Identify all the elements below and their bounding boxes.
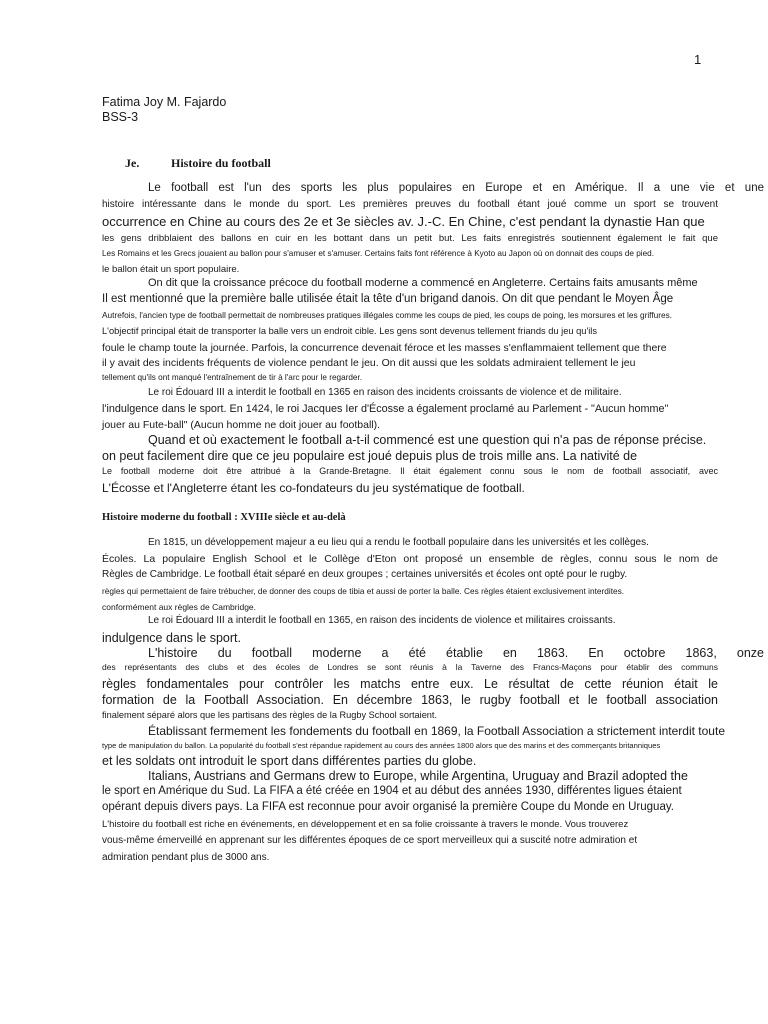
body-line: Le football moderne doit être attribué à la Grande-Bretagne. Il était également connu sous le nom de football associatif, avec bbox=[102, 466, 718, 476]
section-title: Histoire du football bbox=[171, 156, 271, 170]
body-line: Autrefois, l'ancien type de football permettait de nombreuses pratiques illégales comme les coups de pied, les coups de poing, les morsures et les griffures. bbox=[102, 310, 673, 320]
section-heading-1 bbox=[125, 156, 271, 171]
body-line: conformément aux règles de Cambridge. bbox=[102, 602, 257, 612]
body-line: L'histoire du football est riche en événements, en développement et en sa folie croissante à travers le monde. Vous trouverez bbox=[102, 819, 629, 830]
body-line: histoire intéressante dans le monde du sport. Les premières preuves du football étant joué comme un sport se trouvent bbox=[102, 199, 718, 210]
body-line: finalement séparé alors que les partisans des règles de la Rugby School sortaient. bbox=[102, 710, 438, 720]
body-line: et les soldats ont introduit le sport dans différentes parties du globe. bbox=[102, 754, 477, 768]
section-number: Je. bbox=[125, 156, 140, 170]
body-line: Italians, Austrians and Germans drew to Europe, while Argentina, Uruguay and Brazil adopted the bbox=[148, 769, 688, 783]
body-line: vous-même émerveillé en apprenant sur les différentes époques de ce sport merveilleux qui a suscité notre admiration et bbox=[102, 835, 638, 846]
body-line: indulgence dans le sport. bbox=[102, 631, 241, 645]
body-line: l'indulgence dans le sport. En 1424, le roi Jacques Ier d'Écosse a également proclamé au Parlement - "Aucun homme" bbox=[102, 403, 669, 415]
body-line: le ballon était un sport populaire. bbox=[102, 264, 240, 275]
body-line: Quand et où exactement le football a-t-il commencé est une question qui n'a pas de réponse précise. bbox=[148, 433, 707, 447]
body-line: En 1815, un développement majeur a eu lieu qui a rendu le football populaire dans les universités et les collèges. bbox=[148, 537, 649, 548]
body-line: règles qui permettaient de faire trébucher, de donner des coups de tibia et aussi de porter la balle. Ces règles étaient exclusivement interdites. bbox=[102, 586, 625, 596]
body-line: formation de la Football Association. En décembre 1863, le rugby football et le football association bbox=[102, 693, 718, 707]
body-line: opérant depuis divers pays. La FIFA est reconnue pour avoir organisé la première Coupe du Monde en Uruguay. bbox=[102, 801, 674, 813]
body-line: Le roi Édouard III a interdit le football en 1365, en raison des incidents de violence et militaires croissants. bbox=[148, 615, 616, 626]
author-class: BSS-3 bbox=[102, 110, 139, 124]
body-line: foule le champ toute la journée. Parfois, la concurrence devenait féroce et les masses s'enflammaient tellement que there bbox=[102, 342, 667, 354]
body-line: Le football est l'un des sports les plus populaires en Europe et en Amérique. Il a une vie et une bbox=[148, 182, 764, 194]
author-block bbox=[102, 95, 226, 125]
body-line: il y avait des incidents fréquents de violence pendant le jeu. On dit aussi que les soldats admiraient tellement le jeu bbox=[102, 357, 636, 369]
body-line: Il est mentionné que la première balle utilisée était la tête d'un brigand danois. On dit que pendant le Moyen Âge bbox=[102, 293, 674, 305]
body-line: occurrence en Chine au cours des 2e et 3e siècles av. J.-C. En Chine, c'est pendant la dynastie Han que bbox=[102, 214, 705, 229]
body-line: les gens dribblaient des ballons en cuir en les bottant dans un petit but. Les faits enregistrés soutiennent également le fait que bbox=[102, 233, 718, 244]
body-line: On dit que la croissance précoce du football moderne a commencé en Angleterre. Certains faits amusants même bbox=[148, 277, 698, 289]
body-line: Les Romains et les Grecs jouaient au ballon pour s'amuser et s'amuser. Certains faits font référence à Kyoto au Japon où on donnait des coups de pied. bbox=[102, 249, 655, 258]
body-line: Règles de Cambridge. Le football était séparé en deux groupes ; certaines universités et écoles ont opté pour le rugby. bbox=[102, 569, 628, 580]
body-line: Écoles. La populaire English School et le Collège d'Eton ont proposé un ensemble de règles, connu sous le nom de bbox=[102, 553, 718, 565]
page-number: 1 bbox=[694, 52, 702, 67]
body-line: des représentants des clubs et des écoles de Londres se sont réunis à la Taverne des Francs-Maçons pour établir des communs bbox=[102, 662, 718, 672]
body-line: L'Écosse et l'Angleterre étant les co-fondateurs du jeu systématique de football. bbox=[102, 481, 525, 495]
body-line: L'objectif principal était de transporter la balle vers un endroit cible. Les gens sont devenus tellement friands du jeu qu'ils bbox=[102, 326, 598, 336]
body-line: L'histoire du football moderne a été établie en 1863. En octobre 1863, onze bbox=[148, 646, 764, 660]
body-line: le sport en Amérique du Sud. La FIFA a été créée en 1904 et au début des années 1930, différentes ligues étaient bbox=[102, 785, 682, 797]
body-line: on peut facilement dire que ce jeu populaire est joué depuis plus de trois mille ans. La nativité de bbox=[102, 449, 638, 463]
body-line: type de manipulation du ballon. La popularité du football s'est répandue rapidement au cours des années 1800 alors que des marins et des commerçants britanniques bbox=[102, 741, 661, 750]
body-line: jouer au Fute-ball" (Aucun homme ne doit jouer au football). bbox=[102, 419, 381, 431]
body-line: admiration pendant plus de 3000 ans. bbox=[102, 852, 270, 863]
body-line: Le roi Édouard III a interdit le football en 1365 en raison des incidents croissants de violence et de militaire. bbox=[148, 387, 622, 398]
author-name: Fatima Joy M. Fajardo bbox=[102, 95, 227, 109]
body-line: Établissant fermement les fondements du football en 1869, la Football Association a strictement interdit toute bbox=[148, 724, 725, 738]
body-line: tellement qu'ils ont manqué l'entraînement de tir à l'arc pour le regarder. bbox=[102, 373, 363, 382]
body-line: règles fondamentales pour contrôler les matchs entre eux. Le résultat de cette réunion était le bbox=[102, 677, 718, 691]
section-heading-2: Histoire moderne du football : XVIIIe siècle et au-delà bbox=[102, 512, 346, 523]
